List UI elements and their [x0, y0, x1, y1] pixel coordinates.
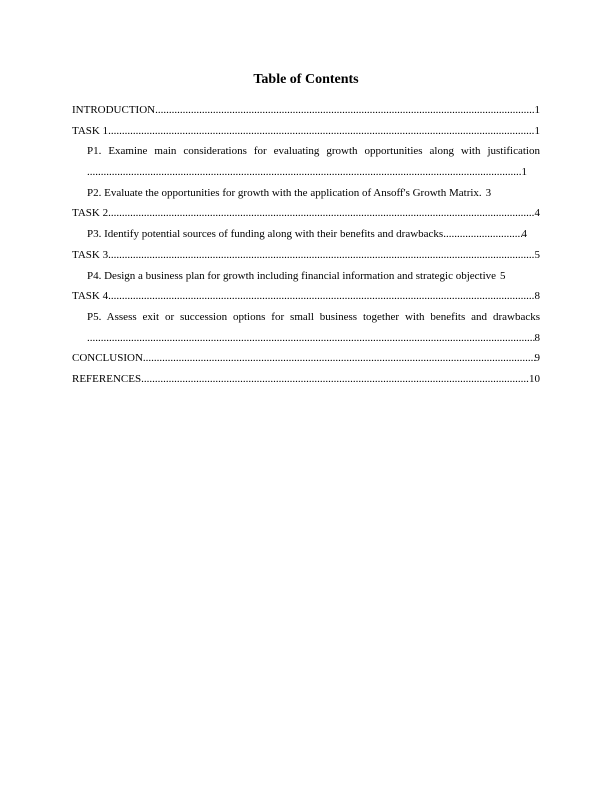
toc-page-number: 1	[534, 104, 540, 116]
toc-entry-introduction[interactable]	[72, 100, 540, 121]
toc-page-number: 1	[521, 166, 527, 179]
toc-entry-task-4[interactable]	[72, 286, 540, 307]
toc-page-number: 10	[529, 372, 540, 385]
toc-page-number: 5	[500, 269, 506, 282]
toc-entry-label: P3. Identify potential sources of funding along with their benefits and drawbacks	[87, 228, 444, 241]
toc-entry-label: P2. Evaluate the opportunities for growth with the application of Ansoff's Growth Matrix.	[87, 186, 482, 199]
dot-leader	[108, 245, 534, 266]
toc-entry-p5[interactable]	[72, 307, 540, 328]
toc-title: Table of Contents	[253, 72, 359, 87]
toc-page-number: 1	[534, 124, 540, 137]
toc-entry-references[interactable]	[72, 369, 540, 390]
toc-entry-p2[interactable]	[72, 183, 540, 204]
toc-page-number: 8	[534, 290, 540, 303]
dot-leader	[108, 203, 534, 224]
toc-page-number: 3	[485, 186, 492, 199]
toc-entry-p4[interactable]	[72, 266, 540, 287]
toc-entry-p5-continuation[interactable]	[72, 328, 540, 349]
dot-leader	[443, 224, 521, 245]
toc-entry-conclusion[interactable]	[72, 348, 540, 369]
dot-leader	[87, 328, 535, 349]
toc-page-number: 4	[521, 228, 527, 241]
toc-entry-label: CONCLUSION	[72, 352, 143, 365]
toc-entry-label: REFERENCES	[72, 372, 142, 385]
toc-entry-label: INTRODUCTION	[72, 104, 156, 116]
toc-entry-label: P5. Assess exit or succession options for small business together with benefits and drawbacks	[87, 310, 540, 323]
dot-leader	[143, 348, 535, 369]
toc-entry-task-3[interactable]	[72, 245, 540, 266]
toc-entry-label: TASK 3	[72, 248, 109, 261]
dot-leader	[141, 369, 529, 390]
toc-entry-p1-continuation[interactable]	[72, 162, 527, 183]
dot-leader	[155, 100, 534, 121]
dot-leader	[108, 286, 534, 307]
toc-entry-label: TASK 4	[72, 290, 109, 303]
toc-entry-label: P4. Design a business plan for growth including financial information and strategic objective	[87, 269, 497, 282]
toc-entry-p1[interactable]	[72, 141, 540, 162]
dot-leader	[87, 162, 522, 183]
toc-page-number: 9	[534, 352, 540, 365]
toc-page-number: 8	[534, 331, 540, 344]
toc-entry-task-2[interactable]	[72, 203, 540, 224]
toc-entry-label: P1. Examine main considerations for evaluating growth opportunities along with justification	[87, 145, 540, 158]
toc-entry-label: TASK 2	[72, 207, 109, 220]
dot-leader	[108, 121, 534, 142]
toc-entry-task-1[interactable]	[72, 121, 540, 142]
table-of-contents	[72, 100, 540, 390]
toc-page-number: 5	[534, 248, 540, 261]
toc-entry-label: TASK 1	[72, 124, 109, 137]
toc-entry-p3[interactable]	[72, 224, 527, 245]
toc-page-number: 4	[534, 207, 540, 220]
